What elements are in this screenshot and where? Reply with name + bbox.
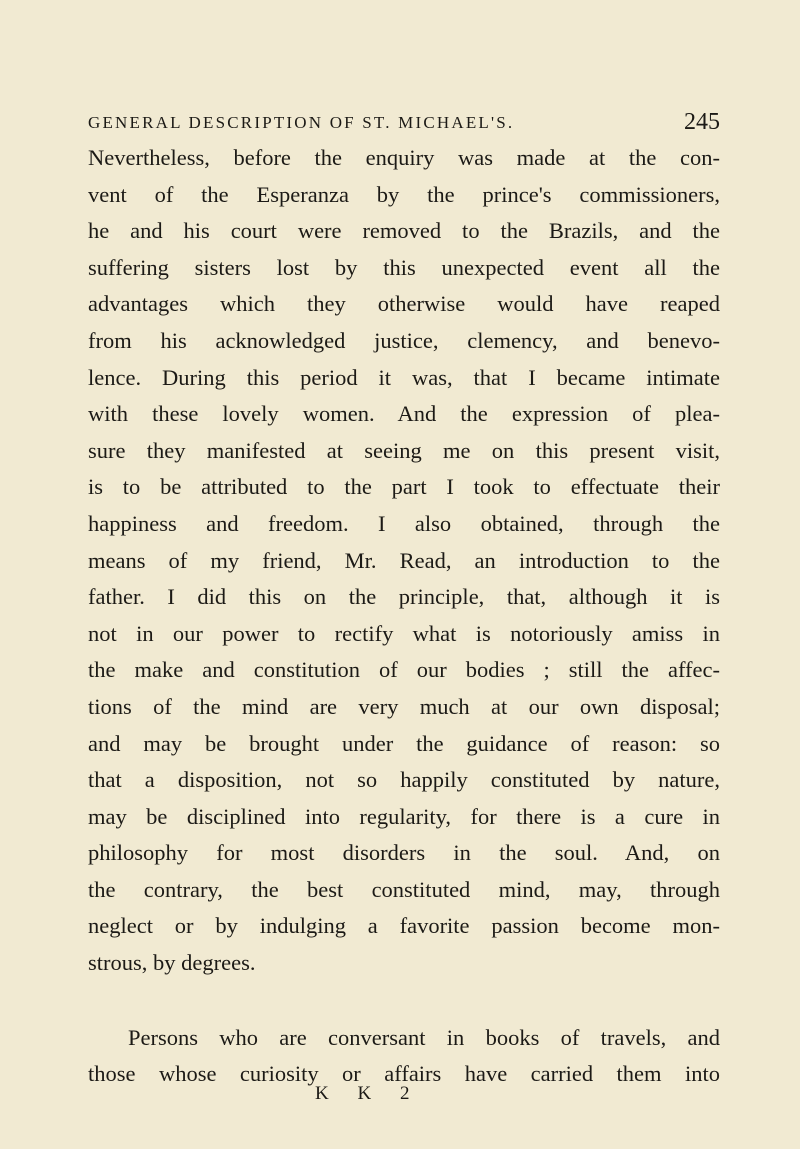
text-line: philosophy for most disorders in the soul. And, on: [88, 840, 720, 866]
text-line: the make and constitution of our bodies ; still the affec-: [88, 657, 720, 683]
body-text: [88, 140, 720, 1093]
page-number: 245: [684, 109, 720, 135]
text-line: suffering sisters lost by this unexpected event all the: [88, 254, 720, 280]
text-line: those whose curiosity or affairs have carried them into: [88, 1061, 720, 1087]
text-line: strous, by degrees.: [88, 950, 256, 976]
paragraph: [88, 140, 720, 982]
text-line: tions of the mind are very much at our own disposal;: [88, 693, 720, 719]
running-title: GENERAL DESCRIPTION OF ST. MICHAEL'S.: [88, 113, 515, 132]
text-line: and may be brought under the guidance of reason: so: [88, 730, 720, 756]
text-line: that a disposition, not so happily constituted by nature,: [88, 767, 720, 793]
text-line: is to be attributed to the part I took to effectuate their: [88, 474, 720, 500]
text-line: from his acknowledged justice, clemency, and benevo-: [88, 327, 720, 353]
text-line: not in our power to rectify what is notoriously amiss in: [88, 620, 720, 646]
signature-mark: K K 2: [315, 1083, 422, 1104]
text-line: sure they manifested at seeing me on this present visit,: [88, 437, 720, 463]
running-head: [88, 109, 720, 139]
text-line: he and his court were removed to the Brazils, and the: [88, 218, 720, 244]
text-line: with these lovely women. And the expression of plea-: [88, 401, 720, 427]
text-line: lence. During this period it was, that I became intimate: [88, 364, 720, 390]
text-line: happiness and freedom. I also obtained, through the: [88, 510, 720, 536]
paragraph: [88, 1020, 720, 1093]
paragraph-gap: [88, 982, 720, 1020]
text-line: may be disciplined into regularity, for there is a cure in: [88, 803, 720, 829]
text-line: means of my friend, Mr. Read, an introduction to the: [88, 547, 720, 573]
text-line: Persons who are conversant in books of travels, and: [128, 1024, 720, 1050]
text-line: neglect or by indulging a favorite passion become mon-: [88, 913, 720, 939]
text-line: the contrary, the best constituted mind, may, through: [88, 876, 720, 902]
text-line: Nevertheless, before the enquiry was made at the con-: [88, 145, 720, 170]
text-line: advantages which they otherwise would have reaped: [88, 291, 720, 317]
text-line: father. I did this on the principle, that, although it is: [88, 584, 720, 610]
text-line: vent of the Esperanza by the prince's commissioners,: [88, 181, 720, 207]
